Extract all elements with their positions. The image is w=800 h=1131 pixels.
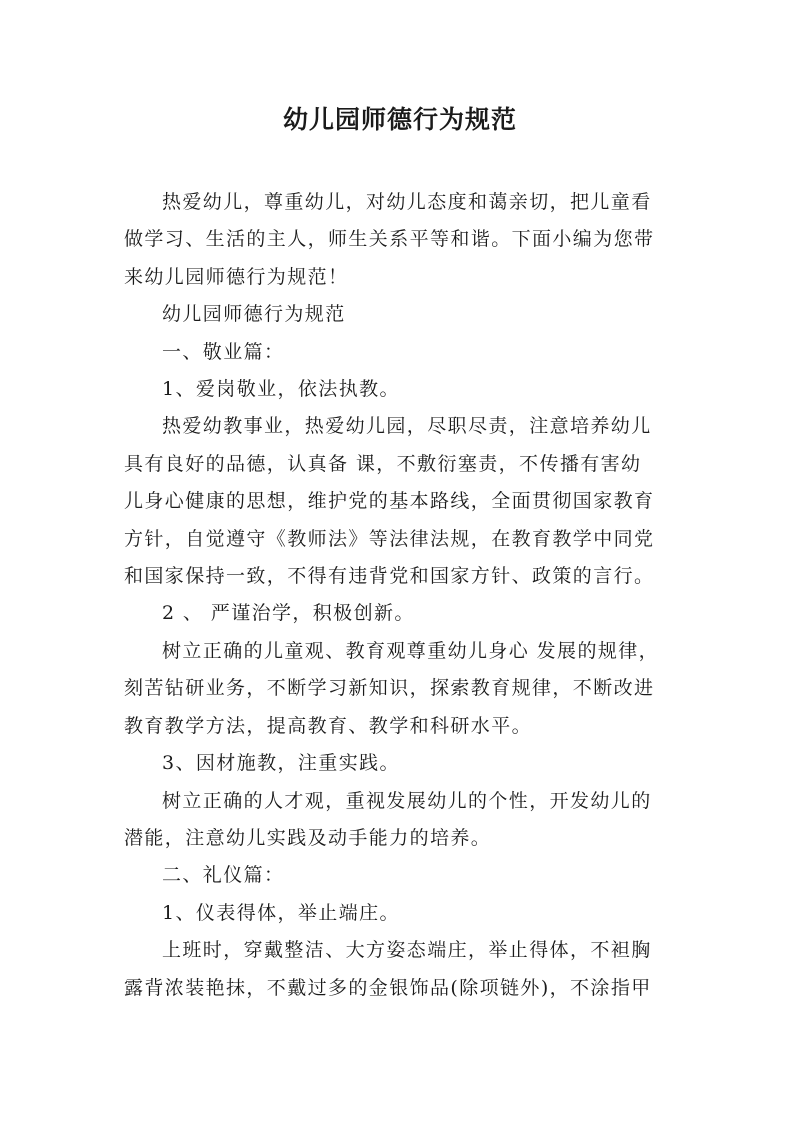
text-line: 具有良好的品德，认真备 课，不敷衍塞责，不传播有害幼: [124, 452, 642, 475]
text-line: 上班时，穿戴整洁、大方姿态端庄，举止得体，不袒胸: [162, 939, 652, 962]
document-body: [124, 184, 684, 1007]
text-line: 教育教学方法，提高教育、教学和科研水平。: [124, 714, 533, 737]
subsection-heading: 1、爱岗敬业，依法执教。: [162, 378, 400, 401]
text-line: 潜能，注意幼儿实践及动手能力的培养。: [124, 826, 492, 849]
section-heading: 幼儿园师德行为规范: [162, 303, 346, 326]
text-line: 儿身心健康的思想，维护党的基本路线，全面贯彻国家教育: [124, 490, 655, 513]
text-line: 热爱幼儿，尊重幼儿，对幼儿态度和蔼亲切，把儿童看: [162, 191, 652, 213]
text-line: 方针，自觉遵守《教师法》等法律法规，在教育教学中同党: [124, 527, 655, 550]
text-line: 露背浓装艳抹，不戴过多的金银饰品(除项链外)，不涂指甲: [124, 976, 652, 999]
text-line: 热爱幼教事业，热爱幼儿园，尽职尽责，注意培养幼儿: [162, 415, 652, 438]
text-line: 和国家保持一致，不得有违背党和国家方针、政策的言行。: [124, 565, 655, 588]
document-title: 幼儿园师德行为规范: [282, 105, 517, 134]
section-heading: 一、敬业篇：: [162, 340, 285, 363]
text-line: 刻苦钻研业务，不断学习新知识，探索教育规律，不断改进: [124, 677, 655, 700]
text-line: 做学习、生活的主人，师生关系平等和谐。下面小编为您带: [124, 228, 655, 251]
text-line: 树立正确的儿童观、教育观尊重幼儿身心 发展的规律，: [162, 639, 660, 662]
subsection-heading: 3、因材施教，注重实践。: [162, 752, 400, 775]
text-line: 来幼儿园师德行为规范！: [124, 265, 349, 288]
text-line: 树立正确的人才观，重视发展幼儿的个性，开发幼儿的: [162, 789, 652, 812]
section-heading: 二、礼仪篇：: [162, 864, 285, 887]
subsection-heading: 2 、 严谨治学，积极创新。: [162, 602, 415, 625]
subsection-heading: 1、仪表得体，举止端庄。: [162, 901, 400, 924]
